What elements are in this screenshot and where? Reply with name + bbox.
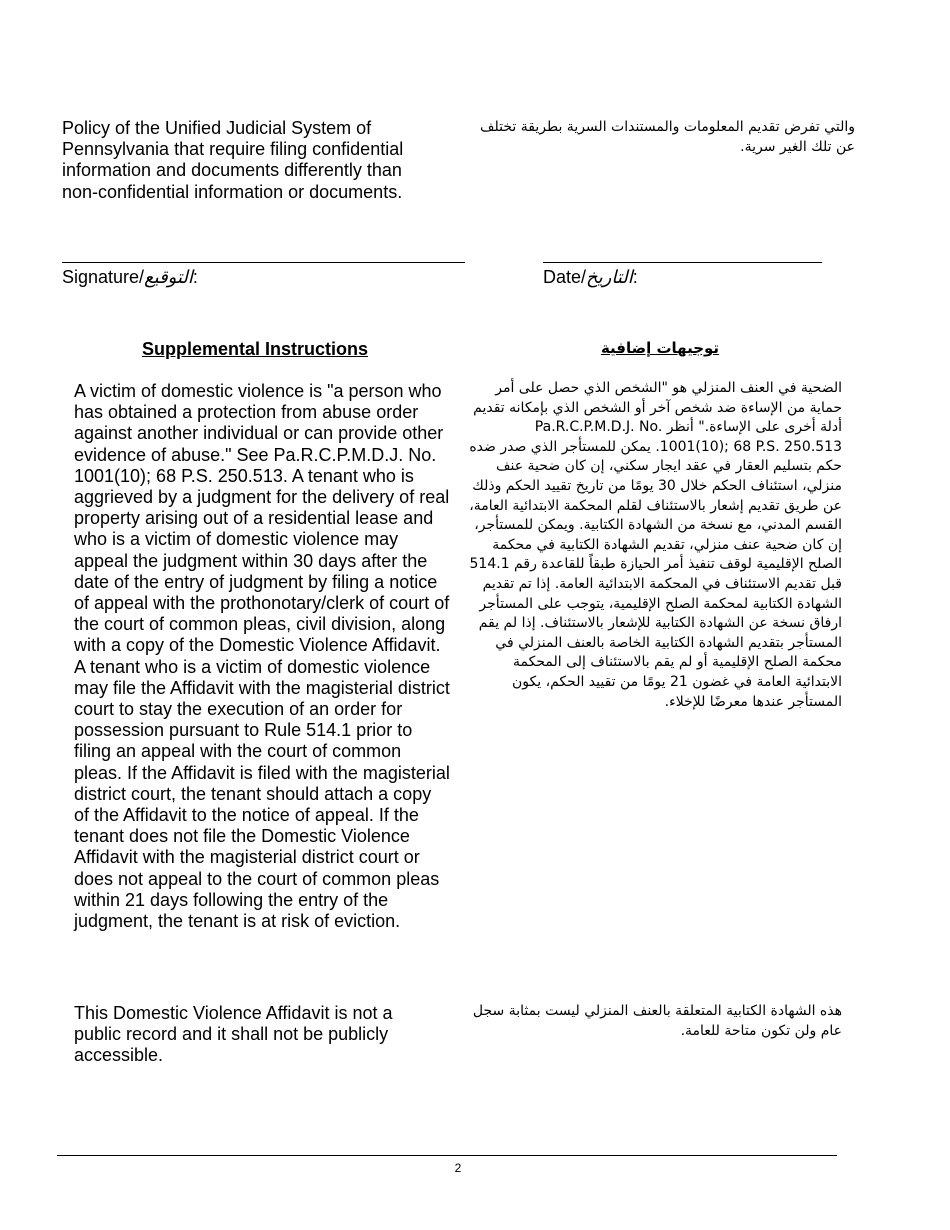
supplemental-para2-ar: هذه الشهادة الكتابية المتعلقة بالعنف المنزلي ليست بمثابة سجل عام ولن تكون متاحة للعامة.	[472, 1003, 842, 1039]
footer-rule	[57, 1155, 837, 1156]
page-number: 2	[454, 1161, 462, 1175]
date-line	[543, 262, 822, 263]
supplemental-title-ar: توجيهات إضافية	[600, 339, 720, 357]
supplemental-title-en: Supplemental Instructions	[141, 339, 369, 359]
policy-text-ar: والتي تفرض تقديم المعلومات والمستندات السرية بطريقة تختلف عن تلك الغير سرية.	[480, 119, 855, 155]
signature-line	[62, 262, 465, 263]
supplemental-para1-en: A victim of domestic violence is "a person who has obtained a protection from abuse order against another individual or can provide other evidence of abuse." See Pa.R.C.P.M.D.J. No. 1001(10); 68 P.S. 250.513. A tenant who is aggrieved by a judgment for the delivery of real property arising out of a residential lease and who is a victim of domestic violence may appeal the judgment within 30 days after the date of the entry of judgment by filing a notice of appeal with the prothonotary/clerk of court of the court of common pleas, civil division, along with a copy of the Domestic Violence Affidavit. A tenant who is a victim of domestic violence may file the Affidavit with the magisterial district court to stay the execution of an order for possession pursuant to Rule 514.1 prior to filing an appeal with the court of common pleas. If the Affidavit is filed with the magisterial district court, the tenant should attach a copy of the Affidavit to the notice of appeal. If the tenant does not file the Domestic Violence Affidavit with the magisterial district court or does not appeal to the court of common pleas within 21 days following the entry of the judgment, the tenant is at risk of eviction.	[74, 381, 450, 932]
signature-label: Signature/التوقيع:	[62, 267, 198, 287]
policy-text-en: Policy of the Unified Judicial System of Pennsylvania that require filing confidential information and documents differently than non-confidential information or documents.	[62, 118, 404, 202]
supplemental-para1-ar: الضحية في العنف المنزلي هو "الشخص الذي حصل على أمر حماية من الإساءة ضد شخص آخر أو الشخص الذي بإمكانه تقديم أدلة أخرى على الإساءة." أنظر Pa.R.C.P.M.D.J. No. 1001(10); 68 P.S. 250.513. يمكن للمستأجر الذي صدر ضده حكم بتسليم العقار في عقد ايجار سكني، إن كان ضحية عنف منزلي، استئناف الحكم خلال 30 يومًا من تاريخ تقييد الحكم وذلك عن طريق تقديم إشعار بالاستئناف لقلم المحكمة الابتدائية العامة، القسم المدني، مع نسخة من الشهادة الكتابية. ويمكن للمستأجر، إن كان ضحية عنف منزلي، تقديم الشهادة الكتابية في محكمة الصلح الإقليمية لوقف تنفيذ أمر الحيازة طبقاً للقاعدة رقم 514.1 قبل تقديم الاستئناف في المحكمة الابتدائية العامة. إذا تم تقديم الشهادة الكتابية لمحكمة الصلح الإقليمية، يتوجب على المستأجر ارفاق نسخة عن الشهادة الكتابية للإشعار بالاستئناف. إذا لم يقم المستأجر بتقديم الشهادة الكتابية الخاصة بالعنف المنزلي في محكمة الصلح الإقليمية أو لم يقم بالاستئناف إلى المحكمة الابتدائية العامة في غضون 21 يومًا من تقييد الحكم، يكون المستأجر عندها معرضًا للإخلاء.	[469, 380, 842, 710]
date-label: Date/التاريخ:	[543, 267, 638, 287]
supplemental-para2-en: This Domestic Violence Affidavit is not a public record and it shall not be publicly accessible.	[74, 1003, 393, 1066]
